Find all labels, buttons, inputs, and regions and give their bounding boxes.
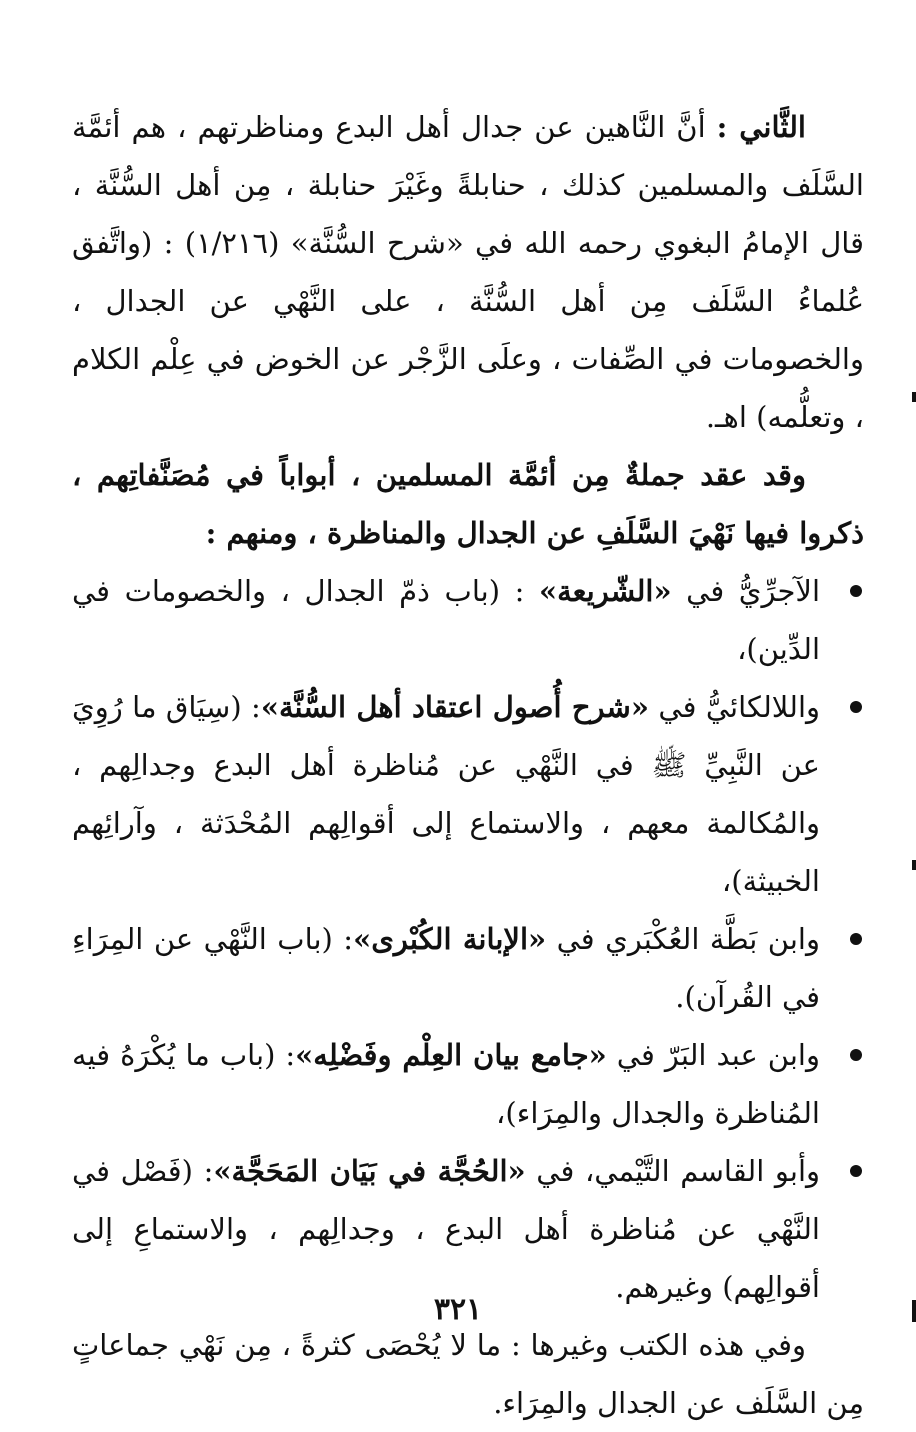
page-body (72, 98, 864, 1432)
list-item-book: «شرح أُصول اعتقاد أهل السُّنَّة» (260, 690, 649, 724)
list-item-text: : (باب النَّهْي عن المِرَاءِ في القُرآن). (72, 922, 820, 1014)
bullet-icon (850, 1165, 862, 1177)
list-item-text: : (باب ما يُكْرَهُ فيه المُناظرة والجدال والمِرَاء)، (72, 1038, 820, 1130)
list-item-author: وابن بَطَّة العُكْبَري في (546, 922, 820, 956)
margin-mark (912, 860, 916, 870)
list-item-book: «الإبانة الكُبْرى» (353, 922, 547, 956)
list-item-text: : (سِيَاق ما رُوِيَ عن النَّبِيِّ ﷺ في النَّهْي عن مُناظرة أهل البدع وجدالِهم ، والمُكالمة معهم ، والاستماع إلى أقوالِهم المُحْدَثة ، وآرائِهم الخبيثة)، (72, 690, 820, 898)
list-item (72, 1026, 864, 1142)
list-item-author: وابن عبد البَرّ في (606, 1038, 820, 1072)
book-list (72, 562, 864, 1316)
paragraph-1 (72, 98, 864, 446)
list-item-author: وأبو القاسم التَّيْمي، في (525, 1154, 821, 1188)
margin-mark (912, 392, 916, 402)
bullet-icon (850, 933, 862, 945)
bullet-icon (850, 585, 862, 597)
list-item (72, 562, 864, 678)
list-item-book: «الحُجَّة في بَيَان المَحَجَّة» (213, 1154, 526, 1188)
list-item-book: «جامع بيان العِلْم وفَضْلِه» (295, 1038, 607, 1072)
list-item (72, 678, 864, 910)
list-item (72, 1142, 864, 1316)
list-item-author: واللالكائيُّ في (648, 690, 821, 724)
paragraph-2: وقد عقد جملةٌ مِن أئمَّة المسلمين ، أبواباً في مُصَنَّفاتِهم ، ذكروا فيها نَهْيَ السَّلَفِ عن الجدال والمناظرة ، ومنهم : (72, 458, 864, 550)
list-item-text: : (باب ذمّ الجدال ، والخصومات في الدِّين)، (72, 574, 820, 666)
page-number: ٣٢١ (433, 1292, 483, 1327)
list-item-author: الآجرِّيُّ في (671, 574, 820, 608)
list-item-book: «الشّريعة» (538, 574, 672, 608)
paragraph-1-text: أنَّ النَّاهين عن جدال أهل البدع ومناظرتهم ، هم أئمَّة السَّلَف والمسلمين كذلك ، حنابلةً وغَيْرَ حنابلة ، مِن أهل السُّنَّة ، قال الإمامُ البغوي رحمه الله في «شرح السُّنَّة» (١/٢١٦) : (واتَّفق عُلماءُ السَّلَف مِن أهل السُّنَّة ، على النَّهْي عن الجدال ، والخصومات في الصِّفات ، وعلَى الزَّجْر عن الخوض في عِلْم الكلام ، وتعلُّمه) اهـ. (72, 110, 865, 434)
list-item-text: : (فَصْل في النَّهْي عن مُناظرة أهل البدع ، وجدالِهم ، والاستماعِ إلى أقوالِهم) وغيرهم. (72, 1154, 820, 1304)
list-item (72, 910, 864, 1026)
paragraph-1-lead: الثَّاني : (716, 110, 806, 144)
paragraph-last: وفي هذه الكتب وغيرها : ما لا يُحْصَى كثرةً ، مِن نَهْي جماعاتٍ مِن السَّلَف عن الجدال والمِرَاء. (72, 1328, 864, 1420)
bullet-icon (850, 701, 862, 713)
bullet-icon (850, 1049, 862, 1061)
margin-mark (912, 1300, 916, 1322)
